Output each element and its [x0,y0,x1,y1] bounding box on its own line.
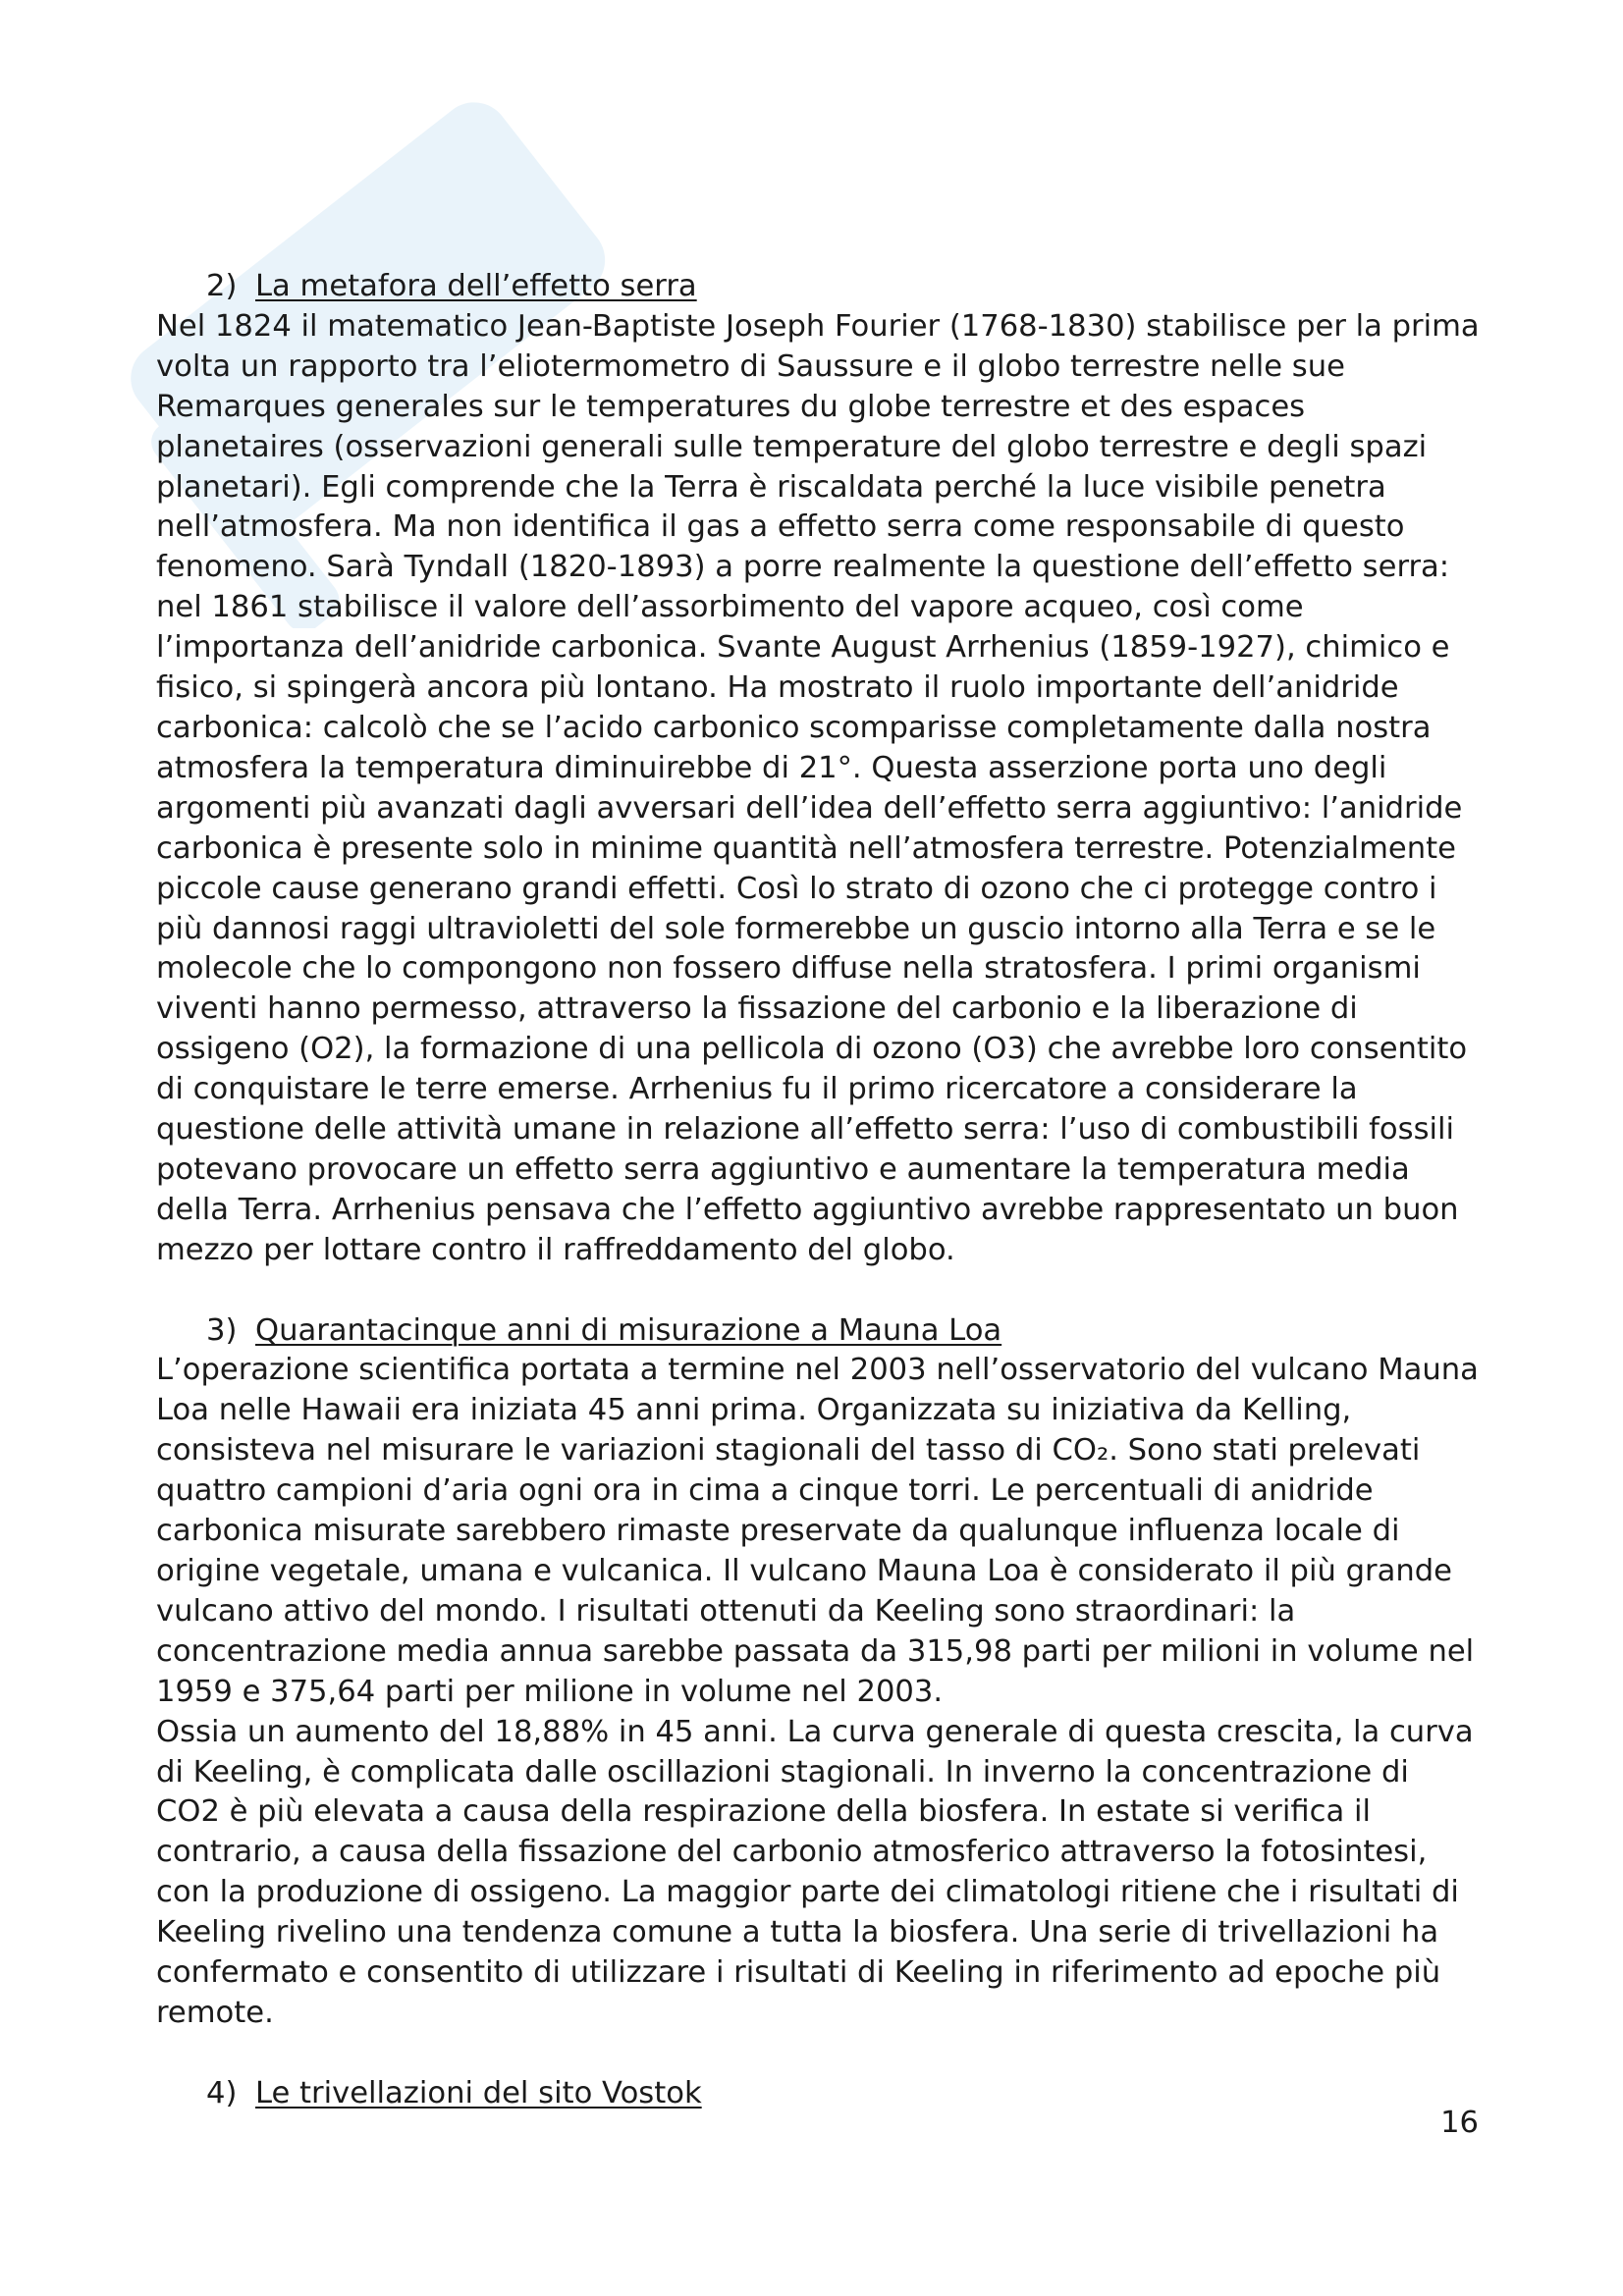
section-title: La metafora dell’effetto serra [255,269,697,303]
section-heading-3 [156,1311,1482,1352]
section-number: 4) [206,2075,238,2110]
document-body [156,267,1482,2114]
section-title: Le trivellazioni del sito Vostok [255,2075,702,2110]
section-title: Quarantacinque anni di misurazione a Mauna Loa [255,1312,1002,1348]
section-number: 3) [206,1312,238,1348]
section-number: 2) [206,269,238,303]
spacer [156,2034,1482,2074]
paragraph: L’operazione scientifica portata a termine nel 2003 nell’osservatorio del vulcano Mauna Loa nelle Hawaii era iniziata 45 anni prima. Organizzata su iniziativa da Kelling, consisteva nel misurare le variazioni stagionali del tasso di CO₂. Sono stati prelevati quattro campioni d’aria ogni ora in cima a cinque torri. Le percentuali di anidride carbonica misurate sarebbero rimaste preservate da qualunque influenza locale di origine vegetale, umana e vulcanica. Il vulcano Mauna Loa è considerato il più grande vulcano attivo del mondo. I risultati ottenuti da Keeling sono straordinari: la concentrazione media annua sarebbe passata da 315,98 parti per milioni in volume nel 1959 e 375,64 parti per milione in volume nel 2003. [156,1353,1479,1709]
paragraph: Ossia un aumento del 18,88% in 45 anni. La curva generale di questa crescita, la curva di Keeling, è complicata dalle oscillazioni stagionali. In inverno la concentrazione di CO2 è più elevata a causa della respirazione della biosfera. In estate si verifica il contrario, a causa della fissazione del carbonio atmosferico attraverso la fotosintesi, con la produzione di ossigeno. La maggior parte dei climatologi ritiene che i risultati di Keeling rivelino una tendenza comune a tutta la biosfera. Una serie di trivellazioni ha confermato e consentito di utilizzare i risultati di Keeling in riferimento ad epoche più remote. [156,1714,1474,2030]
spacer [156,1271,1482,1311]
page-number: 16 [1440,2106,1479,2140]
section-heading-4 [156,2074,1482,2114]
paragraph: Nel 1824 il matematico Jean-Baptiste Joseph Fourier (1768-1830) stabilisce per la prima volta un rapporto tra l’eliotermometro di Saussure e il globo terrestre nelle sue Remarques generales sur le temperatures du globe terrestre et des espaces planetaires (osservazioni generali sulle temperature del globo terrestre e degli spazi planetari). Egli comprende che la Terra è riscaldata perché la luce visibile penetra nell’atmosfera. Ma non identifica il gas a effetto serra come responsabile di questo fenomeno. Sarà Tyndall (1820-1893) a porre realmente la questione dell’effetto serra: nel 1861 stabilisce il valore dell’assorbimento del vapore acqueo, così come l’importanza dell’anidride carbonica. Svante August Arrhenius (1859-1927), chimico e fisico, si spingerà ancora più lontano. Ha mostrato il ruolo importante dell’anidride carbonica: calcolò che se l’acido carbonico scomparisse completamente dalla nostra atmosfera la temperatura diminuirebbe di 21°. Questa asserzione porta uno degli argomenti più avanzati dagli avversari dell’idea dell’effetto serra aggiuntivo: l’anidride carbonica è presente solo in minime quantità nell’atmosfera terrestre. Potenzialmente piccole cause generano grandi effetti. Così lo strato di ozono che ci protegge contro i più dannosi raggi ultravioletti del sole formerebbe un guscio intorno alla Terra e se le molecole che lo compongono non fossero diffuse nella stratosfera. I primi organismi viventi hanno permesso, attraverso la fissazione del carbonio e la liberazione di ossigeno (O2), la formazione di una pellicola di ozono (O3) che avrebbe loro consentito di conquistare le terre emerse. Arrhenius fu il primo ricercatore a considerare la questione delle attività umane in relazione all’effetto serra: l’uso di combustibili fossili potevano provocare un effetto serra aggiuntivo e aumentare la temperatura media della Terra. Arrhenius pensava che l’effetto aggiuntivo avrebbe rappresentato un buon mezzo per lottare contro il raffreddamento del globo. [156,308,1480,1267]
section-heading-2 [156,267,1482,307]
